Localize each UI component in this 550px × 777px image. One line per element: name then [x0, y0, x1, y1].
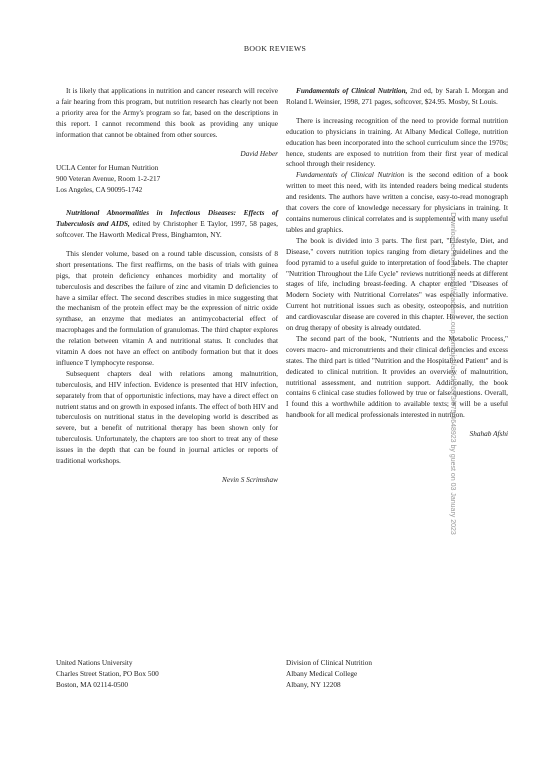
paragraph	[286, 170, 508, 235]
address-line: Charles Street Station, PO Box 500	[56, 669, 159, 678]
address-line: Division of Clinical Nutrition	[286, 659, 372, 667]
address-line: Los Angeles, CA 90095-1742	[56, 186, 143, 195]
paragraph: It is likely that applications in nutrition and cancer research will receive a fair hearing from this program, but nutrition research has clearly not been a priority area for the Army's program so far, based on the descriptions in this report. I cannot recommend this book as providing any unique information that cannot be obtained from other sources.	[56, 87, 278, 139]
reviewer-signature: David Heber	[240, 149, 278, 158]
book-title: Fundamentals of Clinical Nutrition,	[296, 87, 408, 95]
reviewer-signature: Nevin S Scrimshaw	[222, 476, 278, 484]
address-line: United Nations University	[56, 659, 133, 667]
paragraph: The second part of the book, "Nutrients and the Metabolic Process," covers macro- and micronutrients and their clinical deficiencies and excess states. The third part is titled "Nutrition and the Hospitalized Patient" and is dedicated to clinical nutrition. It provides an overview of malnutrition, nutritional assessment, and nutrition support. Additionally, the book contains 6 clinical case studies followed by true or false questions. Overall, I found this a worthwhile addition to available texts; it will be a useful handbook for all medical professionals interested in nutrition.	[286, 334, 508, 420]
review-citation	[56, 208, 278, 241]
running-header: BOOK REVIEWS	[243, 44, 307, 53]
paragraph: The book is divided into 3 parts. The first part, "Lifestyle, Diet, and Disease," covers nutrition topics ranging from dietary guidelines and the food pyramid to a useful guide to interpretation of food labels. The chapter "Nutrition Throughout the Life Cycle" reviews nutritional needs at different stages of life, including breast-feeding. A chapter entitled "Diseases of Modern Society with Nutritional Correlates" was especially informative. Current hot nutritional issues such as obesity, osteoporosis, and nutrition and cardiovascular disease are covered in this chapter. However, the section on drug therapy of obesity is already outdated.	[286, 236, 508, 333]
paragraph-text: is the second edition of a book written to meet this need, with its intended readers being medical students and residents. The authors have written a concise, easy-to-read monograph that covers the core of knowledge necessary for physicians in training. It contains numerous clinical correlates and is supplemented with many useful tables and graphics.	[286, 171, 508, 234]
book-title-inline: Fundamentals of Clinical Nutrition	[296, 171, 405, 180]
reviewer-address	[56, 658, 159, 691]
reviewer-address	[56, 163, 278, 196]
right-column	[286, 86, 508, 444]
address-line: 900 Veteran Avenue, Room 1-2-217	[56, 175, 161, 184]
left-column	[56, 86, 278, 490]
paragraph: This slender volume, based on a round table discussion, consists of 8 short presentations. The first reaffirms, on the basis of trials with guinea pigs, that protein deficiency enhances morbidity and mortality of tuberculosis and describes the failure of zinc and vitamin D deficiencies to have a similar effect. The second describes studies in mice suggesting that the mechanism of the protein effect may be the expression of nitric oxide synthase, an enzyme that mediates an antimycobacterial effect of macrophages and the formulation of granulomas. The third chapter explores the relation between vitamin A and nutritional status. It concludes that vitamin A does not have an effect on antibody formation but that it does influence T lymphocyte response.	[56, 249, 278, 367]
address-line: Albany, NY 12208	[286, 680, 341, 689]
book-meta: 2nd ed, by Sarah L Morgan and Roland L Weinsier, 1998, 271 pages, softcover, $24.95. Mosby, St Louis.	[286, 87, 508, 106]
book-meta: edited by Christopher E Taylor, 1997, 58 pages, softcover. The Haworth Medical Press, Binghamton, NY.	[56, 220, 278, 239]
address-line: UCLA Center for Human Nutrition	[56, 164, 159, 173]
address-line: Boston, MA 02114-0500	[56, 680, 129, 689]
reviewer-address	[286, 658, 372, 691]
book-title: Nutritional Abnormalities in Infectious Diseases: Effects of Tuberculosis and AIDS,	[56, 209, 278, 229]
address-line: Albany Medical College	[286, 669, 358, 678]
download-watermark: Downloaded from https://academic.oup.com/ajcn/article/68/3/675/4648923 by guest on 03 January 2023	[449, 212, 457, 535]
paragraph: Subsequent chapters deal with relations among malnutrition, tuberculosis, and HIV infection. Evidence is presented that HIV infection, separately from that of opportunistic infections, may have a direct effect on nutrient status and on growth in exposed infants. The effect of both HIV and tuberculosis on nutritional status in the developing world is described as severe, but a benefit of nutritional therapy has been shown only for tuberculosis. Unfortunately, the chapters are too short to treat any of these issues in the depth that can be found in journal articles or reports of traditional workshops.	[56, 369, 278, 466]
review-citation	[286, 86, 508, 108]
paragraph: There is increasing recognition of the need to provide formal nutrition education to physicians in training. At Albany Medical College, nutrition education has been incorporated into the school curriculum since the 1970s; hence, students are exposed to nutrition from their first year of medical school through their residency.	[286, 116, 508, 169]
reviewer-signature: Shahab Afshi	[469, 430, 508, 439]
